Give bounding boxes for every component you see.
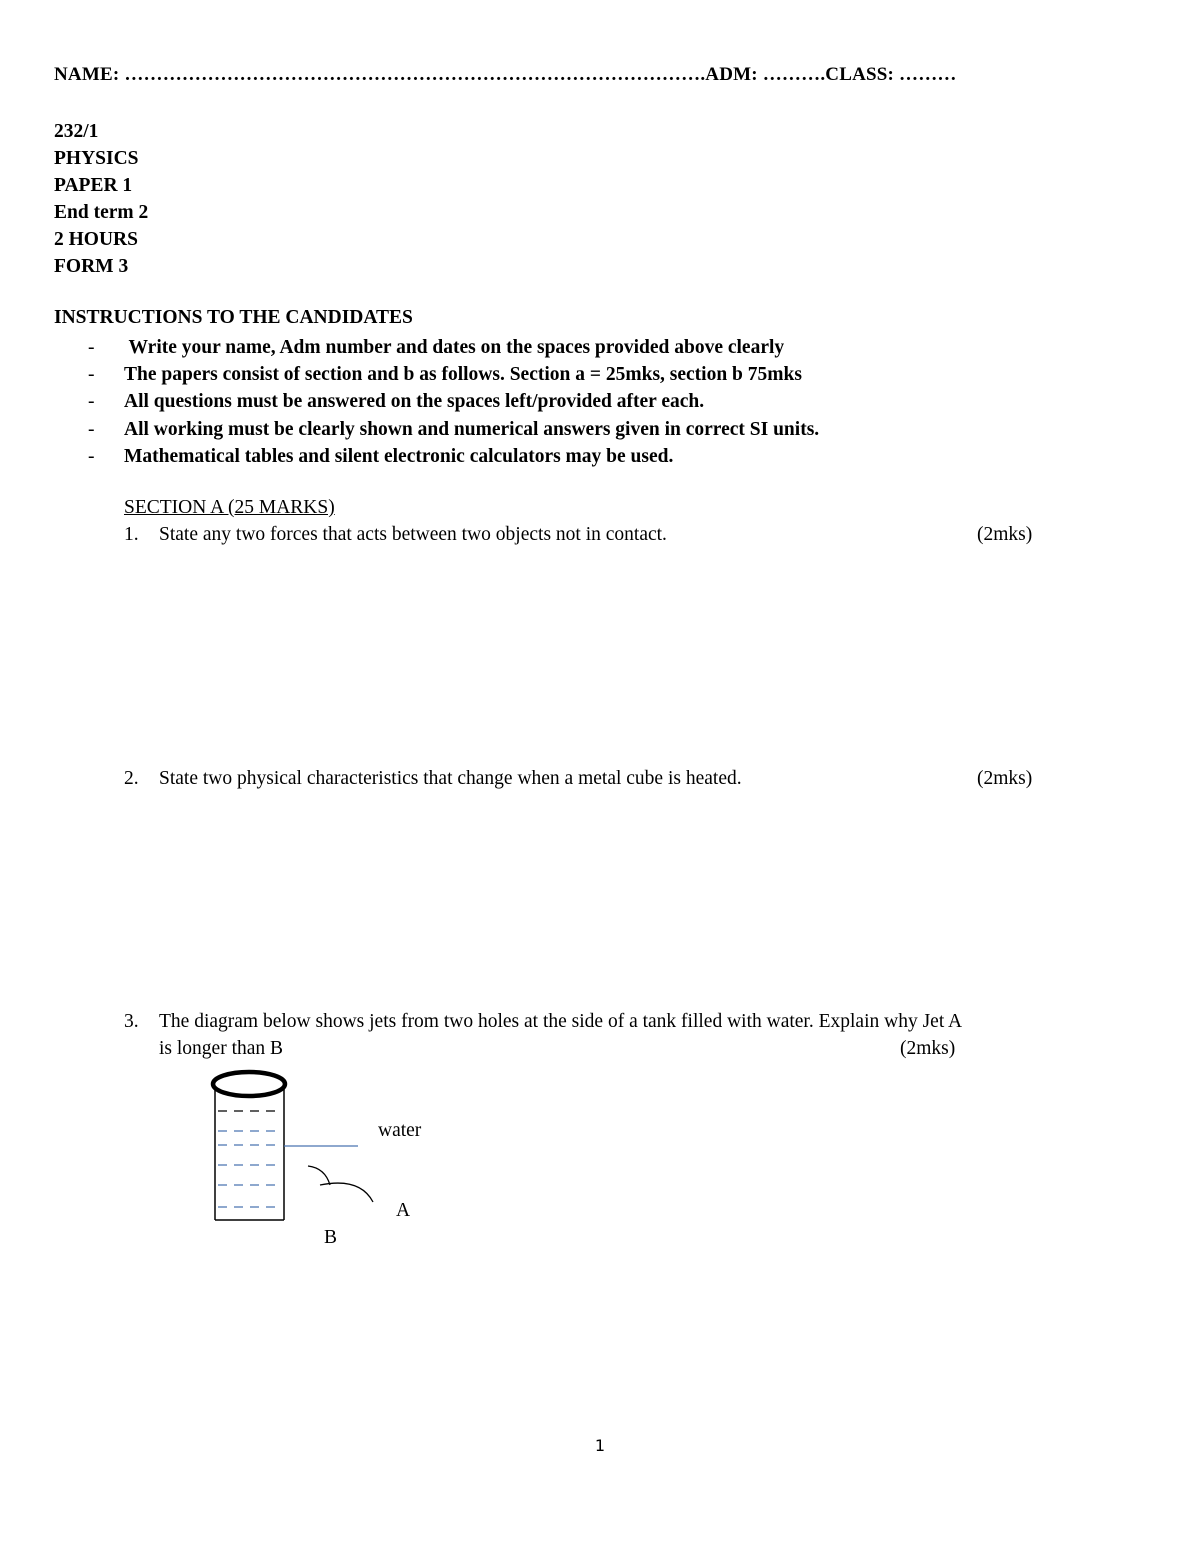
instruction-text: The papers consist of section and b as follows. Section a = 25mks, section b 75mks xyxy=(124,364,802,386)
form-level: FORM 3 xyxy=(54,256,129,277)
bullet-dash: - xyxy=(88,445,95,467)
question-3-text: The diagram below shows jets from two holes at the side of a tank filled with water. Explain why Jet A xyxy=(159,1011,963,1032)
question-2-marks: (2mks) xyxy=(977,768,1033,789)
candidate-header-line: NAME: ……………………………………………………………………………….ADM: ……….CLASS: ……… xyxy=(54,64,957,85)
question-3-number: 3. xyxy=(124,1011,139,1032)
instruction-text: Write your name, Adm number and dates on the spaces provided above clearly xyxy=(124,337,785,358)
duration: 2 HOURS xyxy=(54,229,138,250)
question-2-text: State two physical characteristics that change when a metal cube is heated. xyxy=(159,768,742,789)
instruction-text: All working must be clearly shown and numerical answers given in correct SI units. xyxy=(124,418,820,440)
exam-term: End term 2 xyxy=(54,202,149,223)
question-3-marks: (2mks) xyxy=(900,1038,956,1059)
paper-number: PAPER 1 xyxy=(54,175,133,196)
instruction-text: All questions must be answered on the spaces left/provided after each. xyxy=(124,391,705,413)
bullet-dash: - xyxy=(88,337,95,358)
question-1-text: State any two forces that acts between two objects not in contact. xyxy=(159,524,667,545)
instructions-title: INSTRUCTIONS TO THE CANDIDATES xyxy=(54,307,413,328)
page-number: 1 xyxy=(594,1436,606,1455)
bullet-dash: - xyxy=(88,391,95,413)
question-2-number: 2. xyxy=(124,768,139,789)
jet-b-label: B xyxy=(324,1227,338,1248)
bullet-dash: - xyxy=(88,364,95,386)
jet-a-curve xyxy=(320,1183,373,1202)
subject: PHYSICS xyxy=(54,148,139,169)
water-label: water xyxy=(378,1120,422,1141)
paper-meta xyxy=(54,118,148,280)
question-3-text-continued: is longer than B xyxy=(159,1038,284,1059)
water-dashes xyxy=(218,1131,282,1207)
instruction-text: Mathematical tables and silent electronic calculators may be used. xyxy=(124,445,674,467)
jet-b-curve xyxy=(308,1166,330,1185)
question-1-number: 1. xyxy=(124,524,139,545)
bullet-dash: - xyxy=(88,418,95,440)
paper-code: 232/1 xyxy=(54,121,99,142)
question-1-marks: (2mks) xyxy=(977,524,1033,545)
section-a-heading: SECTION A (25 MARKS) xyxy=(124,497,335,518)
jet-a-label: A xyxy=(396,1200,411,1221)
tank-opening xyxy=(213,1072,285,1096)
